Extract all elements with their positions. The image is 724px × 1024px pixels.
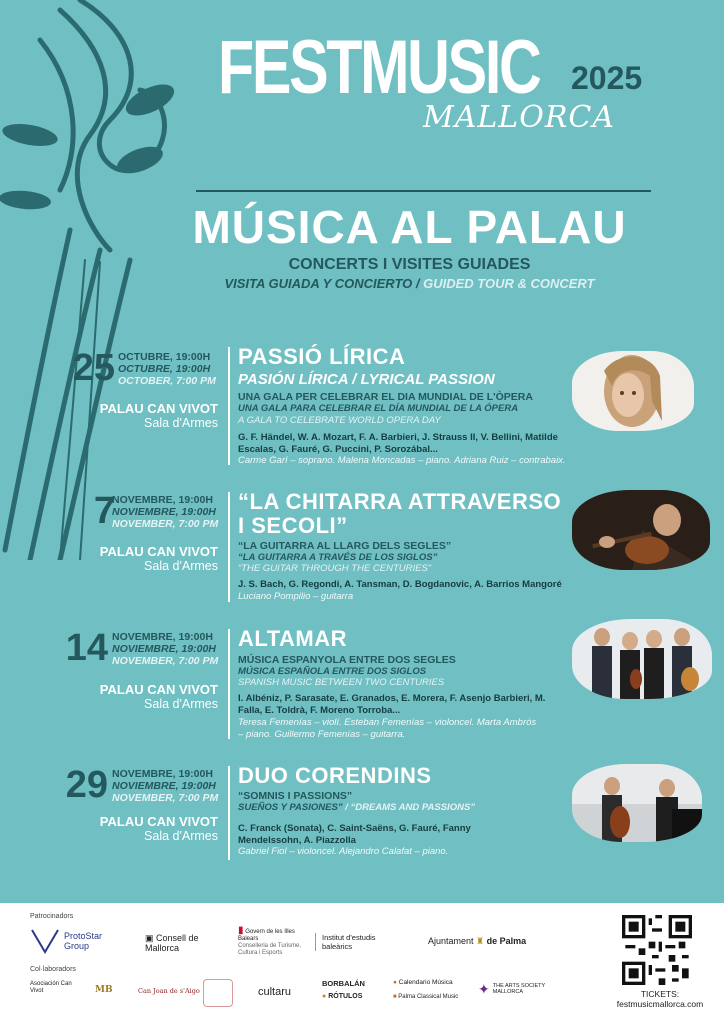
cultura-logo: cultaru <box>258 986 292 998</box>
palma-label: de Palma <box>486 936 527 946</box>
event-performers: Luciano Pompilio – guitarra <box>238 591 354 602</box>
event-line-ca: “LA GUITARRA AL LLARG DELS SEGLES” <box>238 540 452 552</box>
date-es: NOVIEMBRE, 19:00H <box>112 780 216 792</box>
subtitle-ca: CONCERTS I VISITES GUIADES <box>288 256 531 273</box>
date-ca: NOVEMBRE, 19:00H <box>112 494 213 506</box>
event-dates <box>112 768 218 804</box>
subtitle-sep: / <box>412 276 424 291</box>
event-title: PASSIÓ LÍRICA <box>238 344 406 369</box>
date-en: NOVEMBER, 7:00 PM <box>112 655 219 667</box>
event-subtitle: PASIÓN LÍRICA / LYRICAL PASSION <box>238 371 495 388</box>
divider <box>196 190 651 192</box>
iec-logo <box>315 933 395 951</box>
collab-label: Col·laboradors <box>30 966 76 973</box>
palma-classical-logo <box>393 994 458 1000</box>
event-day: 29 <box>65 764 108 806</box>
ajuntament-logo <box>428 936 526 947</box>
rotulos-name: RÓTULOS <box>328 993 363 1000</box>
event-line-es: “LA GUITARRA A TRAVÉS DE LOS SIGLOS” <box>238 552 438 563</box>
canvivot-logo <box>30 981 75 995</box>
consell-name: Consell de Mallorca <box>145 933 199 953</box>
event-venue: PALAU CAN VIVOT <box>99 544 218 559</box>
govern-name: Govern de les Illes Balears <box>238 929 295 942</box>
event-duo-corendins <box>0 764 724 864</box>
event-photo <box>572 764 702 842</box>
palma-classical-icon: ■ <box>393 994 397 1000</box>
event-composers: G. F. Händel, W. A. Mozart, F. A. Barbieri, J. Strauss II, V. Bellini, Matilde Escalas, G. Fauré, G. Puccini, P. Sorozábal... <box>238 432 558 455</box>
subtitle-es-en <box>0 276 724 291</box>
event-performers: Teresa Femenías – violí. Esteban Femenías – violoncel. Marta Ambrós – piano. Guillermo Femenías – guitarra. <box>238 717 537 740</box>
event-dates <box>118 351 216 387</box>
protostar-name: ProtoStar <box>64 931 103 941</box>
event-day: 14 <box>65 627 108 669</box>
event-hall: Sala d'Armes <box>144 829 218 843</box>
event-line-en: “THE GUITAR THROUGH THE CENTURIES” <box>238 563 431 574</box>
ajuntament-icon: ♜ <box>476 936 485 946</box>
event-divider <box>228 766 230 860</box>
event-composers: J. S. Bach, G. Regondi, A. Tansman, D. Bogdanovic, A. Barrios Mangoré <box>238 579 562 590</box>
event-altamar <box>0 627 724 742</box>
arts-society-logo <box>478 983 545 995</box>
palma-classical-name: Palma Classical Music <box>398 994 459 1000</box>
tickets-label: TICKETS: <box>640 989 680 999</box>
event-hall: Sala d'Armes <box>144 697 218 711</box>
guitarist-photo <box>572 490 710 570</box>
event-divider <box>228 492 230 602</box>
calendario-name: Calendario Música <box>398 979 453 986</box>
rotulos-logo <box>322 993 362 1000</box>
event-line-ca: UNA GALA PER CELEBRAR EL DIA MUNDIAL DE L'ÒPERA <box>238 391 533 403</box>
event-dates <box>112 631 218 667</box>
date-es: OCTUBRE, 19:00H <box>118 363 211 375</box>
event-venue: PALAU CAN VIVOT <box>99 814 218 829</box>
arts-sub: MALLORCA <box>492 989 523 995</box>
event-performers: Gabriel Fiol – violoncel. Alejandro Calafat – piano. <box>238 846 449 857</box>
date-ca: OCTUBRE, 19:00H <box>118 351 211 363</box>
govern-icon: ▮ <box>238 925 244 936</box>
iec-name: Institut d'estudis baleàrics <box>322 933 376 951</box>
date-ca: NOVEMBRE, 19:00H <box>112 768 213 780</box>
event-hall: Sala d'Armes <box>144 559 218 573</box>
protostar-logo <box>30 928 102 954</box>
event-photo <box>572 351 694 431</box>
event-line-es <box>238 802 475 813</box>
subtitle-es: VISITA GUIADA Y CONCIERTO <box>224 276 413 291</box>
event-composers: C. Franck (Sonata), C. Saint-Saëns, G. Fauré, Fanny Mendelssohn, A. Piazzolla <box>238 823 471 846</box>
mb-logo: MB <box>95 985 113 995</box>
page-title: MÚSICA AL PALAU <box>192 201 627 253</box>
event-line-es-text: SUEÑOS Y PASIONES” <box>238 802 343 813</box>
event-title: “LA CHITARRA ATTRAVERSO I SECOLI” <box>238 489 562 538</box>
event-line-en: SPANISH MUSIC BETWEEN TWO CENTURIES <box>238 677 445 688</box>
canjoan-logo: Can Joan de s'Aigo <box>138 987 200 995</box>
arts-icon: ✦ <box>478 981 490 997</box>
date-en: NOVEMBER, 7:00 PM <box>112 518 219 530</box>
event-line-ca: “SOMNIS I PASSIONS” <box>238 790 353 802</box>
quartet-photo <box>572 619 712 699</box>
event-composers: I. Albéniz, P. Sarasate, E. Granados, E. Morera, F. Asenjo Barbieri, M. Falla, E. Toldrà, F. Moreno Torroba... <box>238 693 546 716</box>
date-ca: NOVEMBRE, 19:00H <box>112 631 213 643</box>
event-line-en: A GALA TO CELEBRATE WORLD OPERA DAY <box>238 415 441 426</box>
brand-year: 2025 <box>571 60 643 96</box>
event-passio-lirica <box>0 343 724 473</box>
event-line-ca: MÚSICA ESPANYOLA ENTRE DOS SEGLES <box>238 654 456 666</box>
ajuntament-label: Ajuntament <box>428 936 474 946</box>
event-line-en: / “DREAMS AND PASSIONS” <box>342 802 476 813</box>
tickets-info <box>610 989 710 1009</box>
brand-logo <box>218 25 643 135</box>
event-divider <box>228 629 230 739</box>
event-hall: Sala d'Armes <box>144 416 218 430</box>
rotulos-icon: ● <box>322 993 327 1000</box>
borbalan-logo: BORBALÁN <box>322 979 365 988</box>
calendario-icon: ● <box>393 979 397 986</box>
event-la-chitarra <box>0 490 724 605</box>
singer-portrait <box>572 351 694 431</box>
date-en: NOVEMBER, 7:00 PM <box>112 792 219 804</box>
event-line-es: UNA GALA PARA CELEBRAR EL DÍA MUNDIAL DE LA ÓPERA <box>238 403 519 414</box>
consell-icon: ▣ <box>145 933 154 943</box>
brand-name: FESTMUSIC <box>218 25 540 110</box>
govern-sub: Conselleria de Turisme, Cultura i Esports <box>238 943 302 956</box>
qr-code[interactable] <box>622 915 692 985</box>
event-divider <box>228 347 230 465</box>
event-venue: PALAU CAN VIVOT <box>99 401 218 416</box>
tickets-url[interactable]: festmusicmallorca.com <box>616 999 704 1009</box>
event-day: 7 <box>93 490 115 532</box>
date-es: NOVIEMBRE, 19:00H <box>112 643 216 655</box>
sponsors-label: Patrocinadors <box>30 913 74 920</box>
event-title: ALTAMAR <box>238 626 347 651</box>
event-dates <box>112 494 218 530</box>
event-photo <box>572 619 712 699</box>
canvivot-name: Asociación Can Vivot <box>30 981 72 994</box>
consell-logo <box>145 933 215 953</box>
event-venue: PALAU CAN VIVOT <box>99 682 218 697</box>
protostar-icon <box>30 928 60 954</box>
event-line-es: MÚSICA ESPAÑOLA ENTRE DOS SIGLOS <box>238 666 427 677</box>
calendario-logo <box>393 979 453 986</box>
duo-photo <box>572 764 702 842</box>
event-photo <box>572 490 710 570</box>
event-day: 25 <box>72 347 115 389</box>
event-title: DUO CORENDINS <box>238 763 432 788</box>
subtitle-en: GUIDED TOUR & CONCERT <box>423 276 595 291</box>
govern-logo <box>238 927 308 957</box>
footer-sponsors <box>0 903 724 1024</box>
illustration-logo <box>203 979 233 1007</box>
brand-subtitle: MALLORCA <box>423 100 616 135</box>
arts-name: THE ARTS SOCIETY <box>492 983 546 989</box>
date-es: NOVIEMBRE, 19:00H <box>112 506 216 518</box>
event-performers: Carme Garí – soprano. Malena Moncadas – piano. Adriana Ruiz – contrabaix. <box>238 455 566 466</box>
protostar-group: Group <box>64 941 90 951</box>
date-en: OCTOBER, 7:00 PM <box>118 375 216 387</box>
